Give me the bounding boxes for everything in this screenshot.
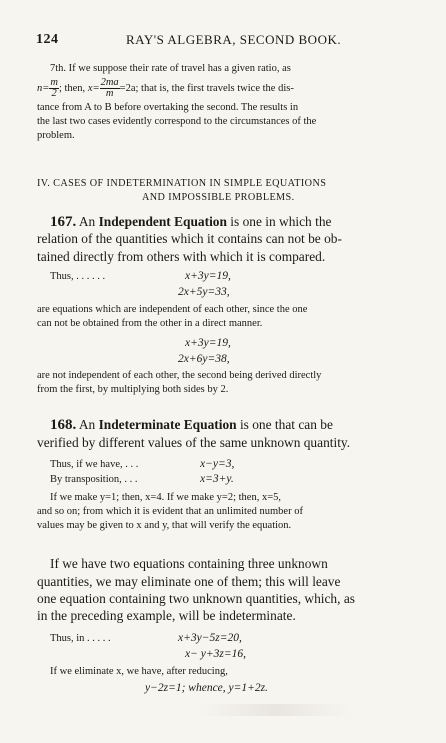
running-title: RAY'S ALGEBRA, SECOND BOOK. [126, 32, 342, 47]
fraction-m-over-2 [49, 78, 59, 99]
p7-line2 [37, 78, 294, 99]
art168-number: 168. [50, 417, 77, 433]
art167-eq3: x+3y=19, [185, 337, 231, 349]
para-eq2: x− y+3z=16, [185, 648, 246, 660]
art168-pre: An [76, 417, 99, 432]
art167-number: 167. [50, 214, 77, 230]
frac1-den: 2 [51, 88, 57, 99]
art167-explanation1-line2: can not be obtained from the other in a direct manner. [37, 318, 263, 329]
page-number: 124 [36, 32, 59, 47]
art168-by-transposition: By transposition, . . . [50, 474, 138, 485]
para-thus: Thus, in . . . . . [50, 633, 111, 644]
art167-eq2: 2x+5y=33, [178, 286, 230, 298]
para-eq3: y−2z=1; whence, y=1+2z. [145, 682, 269, 694]
n-eq: n= [37, 82, 50, 94]
art167-eq4: 2x+6y=38, [178, 353, 230, 365]
section-heading-line2: AND IMPOSSIBLE PROBLEMS. [142, 192, 295, 203]
para-eliminate: If we eliminate x, we have, after reducing, [50, 666, 228, 677]
art168-thus: Thus, if we have, . . . [50, 459, 139, 470]
then-text: ; then, [58, 82, 86, 94]
art168-line1 [50, 416, 333, 434]
art167-explanation1-line1: are equations which are independent of each other, since the one [37, 304, 308, 315]
art167-line1 [50, 213, 331, 231]
para-line4: in the preceding example, will be indeterminate. [37, 608, 296, 623]
art168-eq2: x=3+y. [200, 473, 234, 485]
art167-line3: tained directly from others with which it is compared. [37, 249, 326, 264]
art168-post: is one that can be [236, 417, 333, 432]
art167-eq1: x+3y=19, [185, 270, 231, 282]
para-line2: quantities, we may eliminate one of them; this will leave [37, 574, 341, 589]
frac2-den: m [105, 88, 114, 99]
frac2-num: 2ma [100, 77, 119, 88]
art168-eq1: x−y=3, [200, 458, 235, 470]
p7-line4: the last two cases evidently correspond to the circumstances of the [37, 116, 317, 127]
art168-explanation-line2: and so on; from which it is evident that an unlimited number of [37, 506, 303, 517]
p7-line3: tance from A to B before overtaking the second. The results in [37, 102, 299, 113]
p7-rest: =2a; that is, the first travels twice the dis- [119, 82, 294, 94]
para-line1: If we have two equations containing three unknown [50, 556, 328, 571]
art167-explanation2-line1: are not independent of each other, the second being derived directly [37, 370, 322, 381]
fraction-2ma-over-m [100, 78, 120, 99]
art168-line2: verified by different values of the same unknown quantity. [37, 435, 351, 450]
art168-term: Indeterminate Equation [98, 417, 237, 432]
frac1-num: m [50, 77, 58, 88]
x-eq: x= [87, 82, 100, 94]
para-line3: one equation containing two unknown quantities, which, as [37, 591, 355, 606]
section-heading-line1: IV. CASES OF INDETERMINATION IN SIMPLE EQUATIONS [37, 178, 327, 189]
art167-line2: relation of the quantities which it contains can not be ob- [37, 231, 342, 246]
art167-post: is one in which the [226, 214, 332, 229]
p7-line1: 7th. If we suppose their rate of travel has a given ratio, as [50, 63, 291, 74]
faded-stamp [200, 704, 350, 716]
art168-explanation-line1: If we make y=1; then, x=4. If we make y=2; then, x=5, [50, 492, 281, 503]
para-eq1: x+3y−5z=20, [178, 632, 242, 644]
art167-thus: Thus, . . . . . . [50, 271, 106, 282]
art167-term: Independent Equation [98, 214, 227, 229]
p7-line5: problem. [37, 130, 75, 141]
art167-pre: An [76, 214, 99, 229]
page-header [36, 32, 416, 52]
art167-explanation2-line2: from the first, by multiplying both sides by 2. [37, 384, 229, 395]
art168-explanation-line3: values may be given to x and y, that will verify the equation. [37, 520, 292, 531]
